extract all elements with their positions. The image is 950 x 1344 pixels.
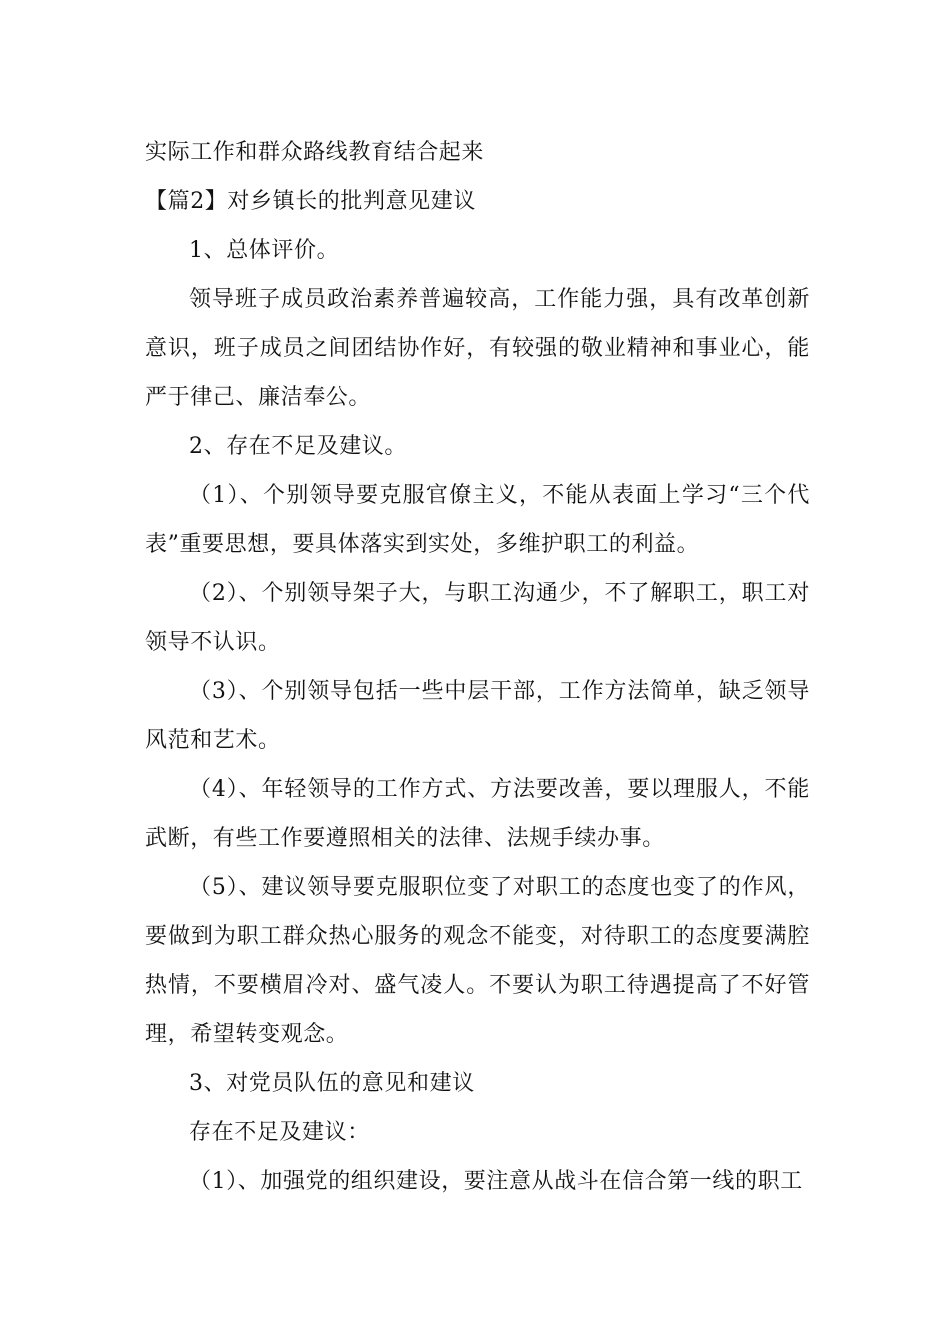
document-body xyxy=(145,128,810,1206)
item-heading-shortcomings: 2、存在不足及建议。 xyxy=(189,434,407,459)
suggestion-3: （3）、个别领导包括一些中层干部，工作方法简单，缺乏领导风范和艺术。 xyxy=(145,679,810,753)
item-heading-overall-evaluation: 1、总体评价。 xyxy=(189,238,340,263)
subheading-shortcomings: 存在不足及建议： xyxy=(189,1120,370,1145)
item-heading-party-members: 3、对党员队伍的意见和建议 xyxy=(189,1071,475,1096)
section-heading: 【篇2】对乡镇长的批判意见建议 xyxy=(145,189,476,214)
suggestion-1: （1）、个别领导要克服官僚主义，不能从表面上学习“三个代表”重要思想，要具体落实到实处，多维护职工的利益。 xyxy=(145,483,810,557)
suggestion-5: （5）、建议领导要克服职位变了对职工的态度也变了的作风，要做到为职工群众热心服务的观念不能变，对待职工的态度要满腔热情，不要横眉冷对、盛气凌人。不要认为职工待遇提高了不好管理，希望转变观念。 xyxy=(145,875,810,1047)
party-suggestion-1: （1）、加强党的组织建设，要注意从战斗在信合第一线的职工 xyxy=(189,1169,803,1194)
suggestion-2: （2）、个别领导架子大，与职工沟通少，不了解职工，职工对领导不认识。 xyxy=(145,581,810,655)
paragraph-continuation: 实际工作和群众路线教育结合起来 xyxy=(145,140,485,165)
paragraph-evaluation: 领导班子成员政治素养普遍较高，工作能力强，具有改革创新意识，班子成员之间团结协作好，有较强的敬业精神和事业心，能严于律己、廉洁奉公。 xyxy=(145,287,810,410)
suggestion-4: （4）、年轻领导的工作方式、方法要改善，要以理服人，不能武断，有些工作要遵照相关的法律、法规手续办事。 xyxy=(145,777,810,851)
